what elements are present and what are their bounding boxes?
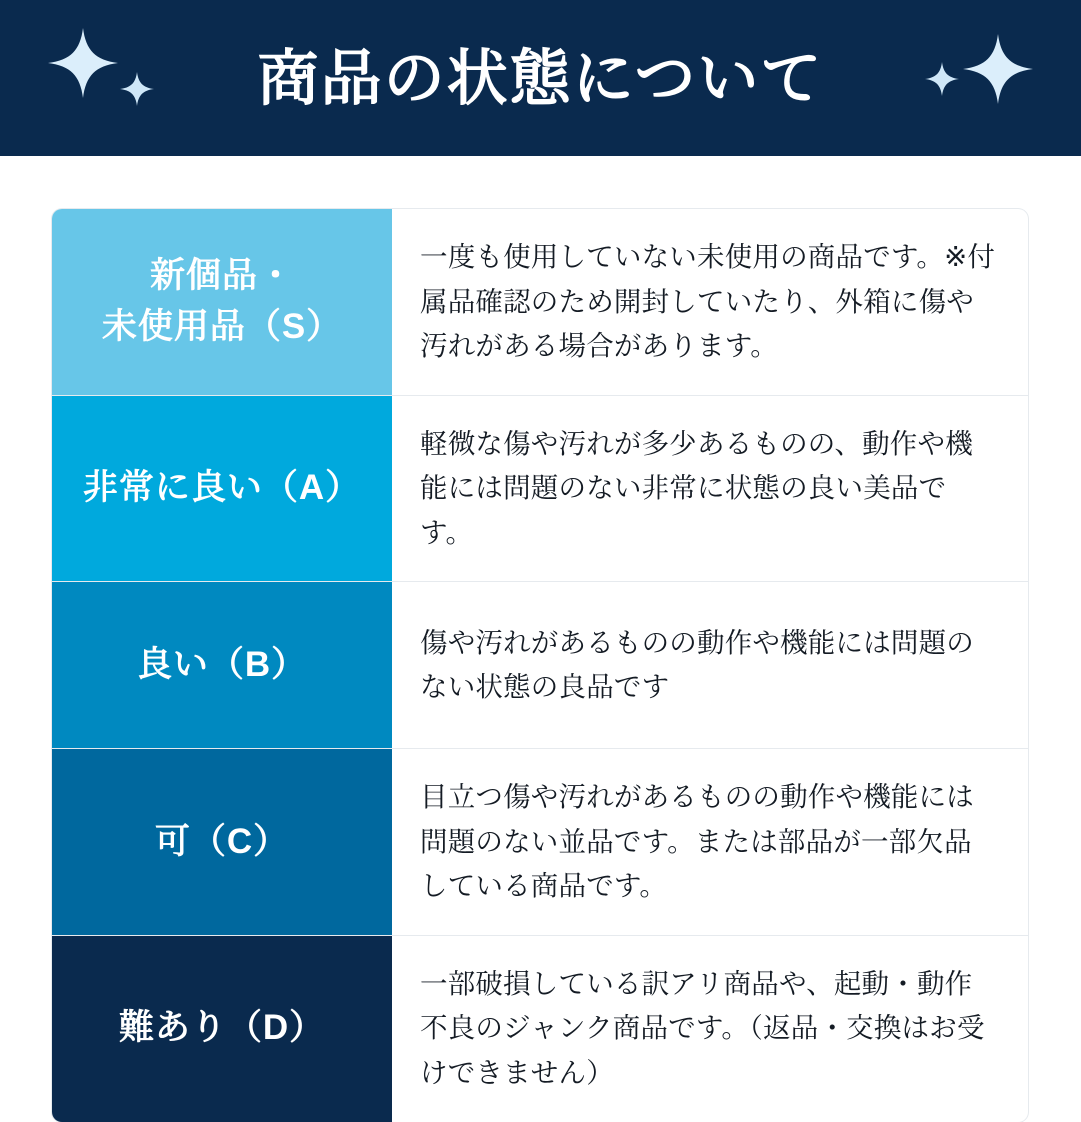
table-row bbox=[52, 396, 1028, 583]
grade-description-a: 軽微な傷や汚れが多少あるものの、動作や機能には問題のない非常に状態の良い美品です。 bbox=[420, 427, 973, 548]
page-title: 商品の状態について bbox=[257, 43, 824, 112]
grade-label-line2: 未使用品（S） bbox=[101, 306, 343, 346]
table-row bbox=[52, 749, 1028, 936]
grade-label-a bbox=[52, 396, 392, 582]
grade-description-c: 目立つ傷や汚れがあるものの動作や機能には問題のない並品です。または部品が一部欠品している商品です。 bbox=[420, 781, 974, 902]
sparkle-icon bbox=[120, 72, 154, 106]
page-header bbox=[0, 0, 1081, 156]
grade-label-line1: 難あり（D） bbox=[118, 1008, 326, 1048]
sparkle-icon bbox=[925, 62, 959, 96]
grade-label-c bbox=[52, 749, 392, 935]
grade-label-line1: 可（C） bbox=[154, 821, 290, 861]
grade-description-b: 傷や汚れがあるものの動作や機能には問題のない状態の良品です bbox=[420, 626, 974, 703]
grade-label-line1: 非常に良い（A） bbox=[82, 468, 362, 508]
sparkle-icon bbox=[963, 34, 1033, 104]
grade-label-b bbox=[52, 582, 392, 748]
table-row bbox=[52, 582, 1028, 749]
grade-label-s bbox=[52, 209, 392, 395]
grade-description-d: 一部破損している訳アリ商品や、起動・動作不良のジャンク商品です。（返品・交換はお受けできません） bbox=[420, 967, 985, 1089]
table-row bbox=[52, 209, 1028, 396]
sparkle-icon bbox=[48, 28, 118, 98]
grade-label-line1: 新個品・ bbox=[149, 256, 294, 296]
grade-description-s: 一度も使用していない未使用の商品です。※付属品確認のため開封していたり、外箱に傷や汚れがある場合があります。 bbox=[420, 241, 996, 362]
table-row bbox=[52, 936, 1028, 1122]
condition-table bbox=[52, 209, 1028, 1122]
grade-label-line1: 良い（B） bbox=[136, 644, 308, 684]
grade-label-d bbox=[52, 936, 392, 1122]
